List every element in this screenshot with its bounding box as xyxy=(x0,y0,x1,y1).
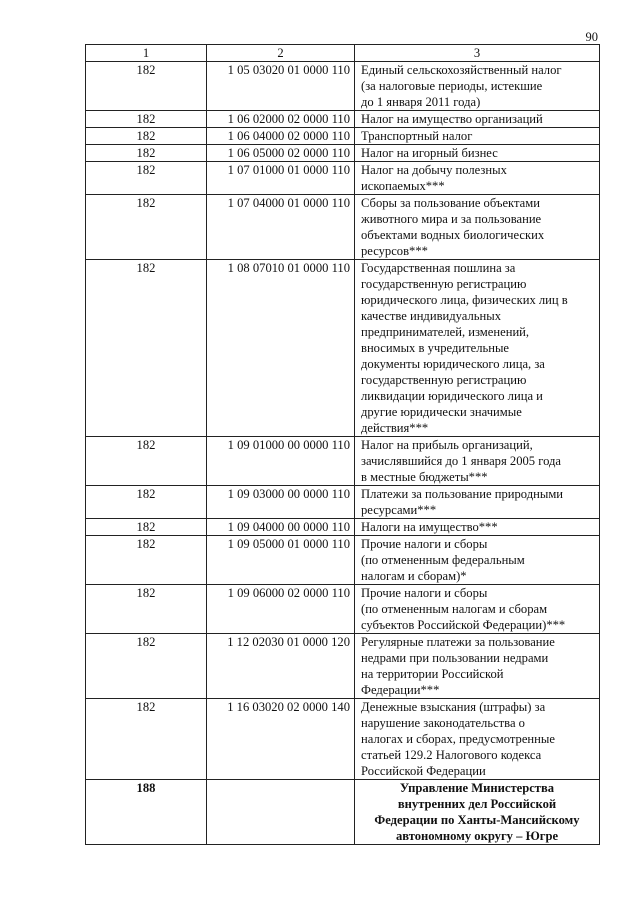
revenue-name-text: Государственная пошлина за государственную регистрацию юридического лица, физических лиц в качестве индивидуальных предпринимателей, изменений, вносимых в учредительные документы юридического лица, за государственную регистрацию ликвидации юридического лица и другие юридически значимые действия*** xyxy=(361,261,568,435)
admin-code-cell: 182 xyxy=(86,699,207,780)
admin-code-cell: 188 xyxy=(86,780,207,845)
table-row xyxy=(86,111,600,128)
admin-code-cell: 182 xyxy=(86,634,207,699)
column-header-1: 1 xyxy=(86,45,207,62)
revenue-name-cell xyxy=(355,111,600,128)
table-row xyxy=(86,128,600,145)
revenue-code-cell: 1 06 05000 02 0000 110 xyxy=(207,145,355,162)
table-row xyxy=(86,585,600,634)
revenue-code-cell: 1 07 01000 01 0000 110 xyxy=(207,162,355,195)
revenue-name-text: Налог на имущество организаций xyxy=(361,112,543,126)
revenue-name-cell xyxy=(355,162,600,195)
revenue-code-cell: 1 08 07010 01 0000 110 xyxy=(207,260,355,437)
revenue-code-cell: 1 06 02000 02 0000 110 xyxy=(207,111,355,128)
admin-code-cell: 182 xyxy=(86,195,207,260)
revenue-name-text: Сборы за пользование объектами животного мира и за пользование объектами водных биологических ресурсов*** xyxy=(361,196,545,258)
admin-code-cell: 182 xyxy=(86,62,207,111)
column-header-2: 2 xyxy=(207,45,355,62)
revenue-name-cell xyxy=(355,634,600,699)
table-row xyxy=(86,634,600,699)
admin-code-cell: 182 xyxy=(86,536,207,585)
column-header-3: 3 xyxy=(355,45,600,62)
revenue-codes-table xyxy=(85,44,600,845)
revenue-name-cell xyxy=(355,437,600,486)
revenue-name-text: Налоги на имущество*** xyxy=(361,520,498,534)
administrator-section-row xyxy=(86,780,600,845)
revenue-code-cell: 1 05 03020 01 0000 110 xyxy=(207,62,355,111)
revenue-name-cell xyxy=(355,585,600,634)
revenue-name-text: Налог на добычу полезных ископаемых*** xyxy=(361,163,507,193)
revenue-code-cell: 1 06 04000 02 0000 110 xyxy=(207,128,355,145)
revenue-name-cell xyxy=(355,780,600,845)
table-row xyxy=(86,260,600,437)
table-row xyxy=(86,162,600,195)
admin-code-cell: 182 xyxy=(86,162,207,195)
admin-code-cell: 182 xyxy=(86,145,207,162)
admin-code-cell: 182 xyxy=(86,111,207,128)
revenue-code-cell: 1 09 06000 02 0000 110 xyxy=(207,585,355,634)
admin-code-cell: 182 xyxy=(86,519,207,536)
table-header-row xyxy=(86,45,600,62)
table-row xyxy=(86,437,600,486)
revenue-name-text: Управление Министерства внутренних дел Российской Федерации по Ханты-Мансийскому автономному округу – Югре xyxy=(374,781,580,843)
admin-code-cell: 182 xyxy=(86,260,207,437)
revenue-name-text: Регулярные платежи за пользование недрами при пользовании недрами на территории Российской Федерации*** xyxy=(361,635,555,697)
revenue-name-text: Транспортный налог xyxy=(361,129,473,143)
revenue-name-text: Денежные взыскания (штрафы) за нарушение законодательства о налогах и сборах, предусмотренные статьей 129.2 Налогового кодекса Российской Федерации xyxy=(361,700,555,778)
revenue-name-cell xyxy=(355,145,600,162)
admin-code-cell: 182 xyxy=(86,128,207,145)
revenue-name-text: Прочие налоги и сборы (по отмененным налогам и сборам субъектов Российской Федерации)*** xyxy=(361,586,566,632)
table-row xyxy=(86,699,600,780)
table-row xyxy=(86,519,600,536)
table-row xyxy=(86,145,600,162)
revenue-name-cell xyxy=(355,260,600,437)
table-row xyxy=(86,536,600,585)
table-body xyxy=(86,45,600,845)
admin-code-cell: 182 xyxy=(86,486,207,519)
admin-code-cell: 182 xyxy=(86,437,207,486)
revenue-name-text: Налог на прибыль организаций, зачислявшийся до 1 января 2005 года в местные бюджеты*** xyxy=(361,438,562,484)
revenue-name-cell xyxy=(355,195,600,260)
revenue-code-cell: 1 07 04000 01 0000 110 xyxy=(207,195,355,260)
revenue-name-cell xyxy=(355,486,600,519)
revenue-code-cell: 1 12 02030 01 0000 120 xyxy=(207,634,355,699)
table-row xyxy=(86,62,600,111)
revenue-code-cell: 1 09 04000 00 0000 110 xyxy=(207,519,355,536)
table-row xyxy=(86,195,600,260)
table-row xyxy=(86,486,600,519)
revenue-name-cell xyxy=(355,62,600,111)
revenue-code-cell: 1 09 03000 00 0000 110 xyxy=(207,486,355,519)
revenue-name-text: Налог на игорный бизнес xyxy=(361,146,498,160)
revenue-name-text: Единый сельскохозяйственный налог (за налоговые периоды, истекшие до 1 января 2011 года) xyxy=(361,63,562,109)
revenue-name-cell xyxy=(355,699,600,780)
revenue-name-cell xyxy=(355,536,600,585)
revenue-code-cell: 1 09 05000 01 0000 110 xyxy=(207,536,355,585)
page-number: 90 xyxy=(585,30,598,44)
revenue-name-text: Платежи за пользование природными ресурсами*** xyxy=(361,487,564,517)
revenue-name-cell xyxy=(355,128,600,145)
revenue-name-cell xyxy=(355,519,600,536)
revenue-code-cell: 1 16 03020 02 0000 140 xyxy=(207,699,355,780)
revenue-name-text: Прочие налоги и сборы (по отмененным федеральным налогам и сборам)* xyxy=(361,537,525,583)
admin-code-cell: 182 xyxy=(86,585,207,634)
revenue-code-cell xyxy=(207,780,355,845)
revenue-code-cell: 1 09 01000 00 0000 110 xyxy=(207,437,355,486)
